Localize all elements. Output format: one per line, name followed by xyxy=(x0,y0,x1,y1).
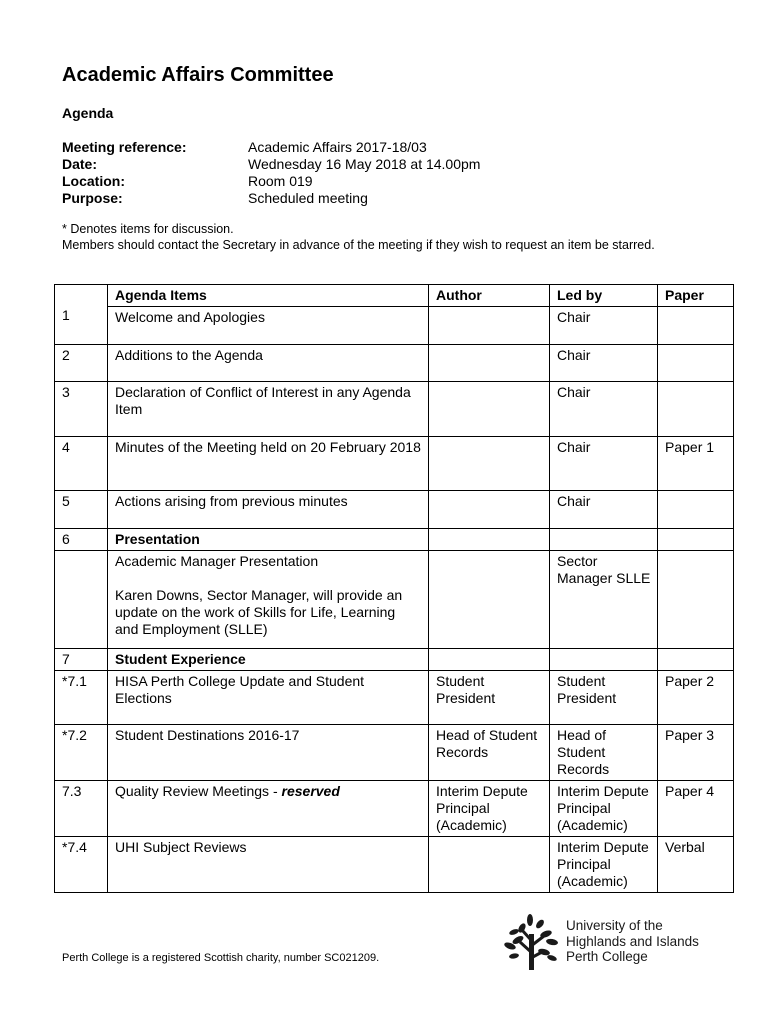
header-cell xyxy=(658,285,734,307)
header-led-by: Led by xyxy=(557,287,603,303)
footer-charity-note: Perth College is a registered Scottish charity, number SC021209. xyxy=(62,952,380,964)
item-cell: Minutes of the Meeting held on 20 February 2018 xyxy=(108,437,429,491)
paper-cell xyxy=(658,649,734,671)
meta-key: Location: xyxy=(62,173,125,189)
location-row xyxy=(62,173,480,190)
logo-line: Perth College xyxy=(566,949,648,964)
author-cell xyxy=(429,382,550,437)
table-row xyxy=(55,307,734,345)
meta-value: Scheduled meeting xyxy=(248,190,368,206)
section-cell xyxy=(108,529,429,551)
paper-cell xyxy=(658,491,734,529)
meta-key: Purpose: xyxy=(62,190,123,206)
meta-key: Date: xyxy=(62,156,98,172)
author-cell xyxy=(429,649,550,671)
item-detail: Karen Downs, Sector Manager, will provide an update on the work of Skills for Life, Learning and Employment (SLLE) xyxy=(115,587,403,637)
logo-line: Highlands and Islands xyxy=(566,933,699,949)
paper-cell xyxy=(658,382,734,437)
table-row xyxy=(55,345,734,382)
table-header-row xyxy=(55,285,734,307)
table-row xyxy=(55,781,734,837)
paper-cell: Paper 3 xyxy=(658,725,734,781)
led-cell xyxy=(550,649,658,671)
num-cell: 6 xyxy=(55,529,108,551)
author-cell xyxy=(429,837,550,893)
author-cell: Student President xyxy=(429,671,550,725)
paper-cell xyxy=(658,551,734,649)
logo-line: University of the xyxy=(566,918,663,933)
row-number: 1 xyxy=(62,307,70,323)
item-title: Quality Review Meetings - xyxy=(115,783,282,799)
paper-cell: Paper 1 xyxy=(658,437,734,491)
table-row xyxy=(55,551,734,649)
item-cell: Welcome and Apologies xyxy=(108,307,429,345)
note-line: * Denotes items for discussion. xyxy=(62,222,234,236)
num-cell: 7 xyxy=(55,649,108,671)
section-cell xyxy=(108,649,429,671)
notes xyxy=(62,221,702,253)
item-cell: UHI Subject Reviews xyxy=(108,837,429,893)
item-emphasis: reserved xyxy=(281,783,340,799)
led-cell: Chair xyxy=(550,437,658,491)
item-cell: Additions to the Agenda xyxy=(108,345,429,382)
author-cell xyxy=(429,529,550,551)
meta-value: Room 019 xyxy=(248,173,313,189)
num-cell: *7.1 xyxy=(55,671,108,725)
header-paper: Paper xyxy=(665,287,704,303)
meeting-reference-row xyxy=(62,139,480,156)
led-cell: Interim Depute Principal (Academic) xyxy=(550,837,658,893)
table-row xyxy=(55,382,734,437)
num-cell: 3 xyxy=(55,382,108,437)
agenda-table xyxy=(54,284,734,893)
header-items: Agenda Items xyxy=(115,287,207,303)
meta-key: Meeting reference: xyxy=(62,139,187,155)
purpose-row xyxy=(62,190,480,207)
meta-value: Wednesday 16 May 2018 at 14.00pm xyxy=(248,156,481,172)
note-line: Members should contact the Secretary in advance of the meeting if they wish to request an item be starred. xyxy=(62,238,655,252)
date-row xyxy=(62,156,480,173)
author-cell: Interim Depute Principal (Academic) xyxy=(429,781,550,837)
table-section-row xyxy=(55,649,734,671)
section-title: Student Experience xyxy=(115,651,246,667)
tree-icon xyxy=(500,912,562,972)
led-cell: Chair xyxy=(550,491,658,529)
author-cell xyxy=(429,491,550,529)
header-cell xyxy=(108,285,429,307)
num-cell: 4 xyxy=(55,437,108,491)
table-row xyxy=(55,671,734,725)
paper-cell xyxy=(658,345,734,382)
led-cell: Student President xyxy=(550,671,658,725)
num-cell: 5 xyxy=(55,491,108,529)
num-cell: 2 xyxy=(55,345,108,382)
paper-cell: Paper 4 xyxy=(658,781,734,837)
document-subtitle: Agenda xyxy=(62,105,114,121)
table-row xyxy=(55,725,734,781)
logo-text xyxy=(566,918,699,965)
item-cell: Student Destinations 2016-17 xyxy=(108,725,429,781)
item-title: Academic Manager Presentation xyxy=(115,553,319,569)
table-row xyxy=(55,437,734,491)
num-cell: *7.2 xyxy=(55,725,108,781)
paper-cell: Paper 2 xyxy=(658,671,734,725)
num-cell: 7.3 xyxy=(55,781,108,837)
num-cell: *7.4 xyxy=(55,837,108,893)
led-cell: Chair xyxy=(550,345,658,382)
table-row xyxy=(55,491,734,529)
document-title: Academic Affairs Committee xyxy=(62,64,334,86)
meta-value: Academic Affairs 2017-18/03 xyxy=(248,139,427,155)
table-section-row xyxy=(55,529,734,551)
author-cell: Head of Student Records xyxy=(429,725,550,781)
item-cell: Actions arising from previous minutes xyxy=(108,491,429,529)
author-cell xyxy=(429,437,550,491)
item-cell xyxy=(108,781,429,837)
header-cell xyxy=(550,285,658,307)
table-row xyxy=(55,837,734,893)
led-cell xyxy=(550,529,658,551)
led-cell: Sector Manager SLLE xyxy=(550,551,658,649)
led-cell: Chair xyxy=(550,382,658,437)
item-cell: HISA Perth College Update and Student Elections xyxy=(108,671,429,725)
header-cell xyxy=(55,285,108,345)
item-cell: Declaration of Conflict of Interest in any Agenda Item xyxy=(108,382,429,437)
meeting-details xyxy=(62,139,480,207)
item-cell xyxy=(108,551,429,649)
section-title: Presentation xyxy=(115,531,200,547)
author-cell xyxy=(429,345,550,382)
led-cell: Chair xyxy=(550,307,658,345)
uhi-perth-college-logo xyxy=(500,912,710,972)
author-cell xyxy=(429,307,550,345)
header-cell xyxy=(429,285,550,307)
paper-cell xyxy=(658,529,734,551)
led-cell: Interim Depute Principal (Academic) xyxy=(550,781,658,837)
header-author: Author xyxy=(436,287,482,303)
paper-cell: Verbal xyxy=(658,837,734,893)
num-cell xyxy=(55,551,108,649)
paper-cell xyxy=(658,307,734,345)
author-cell xyxy=(429,551,550,649)
led-cell: Head of Student Records xyxy=(550,725,658,781)
